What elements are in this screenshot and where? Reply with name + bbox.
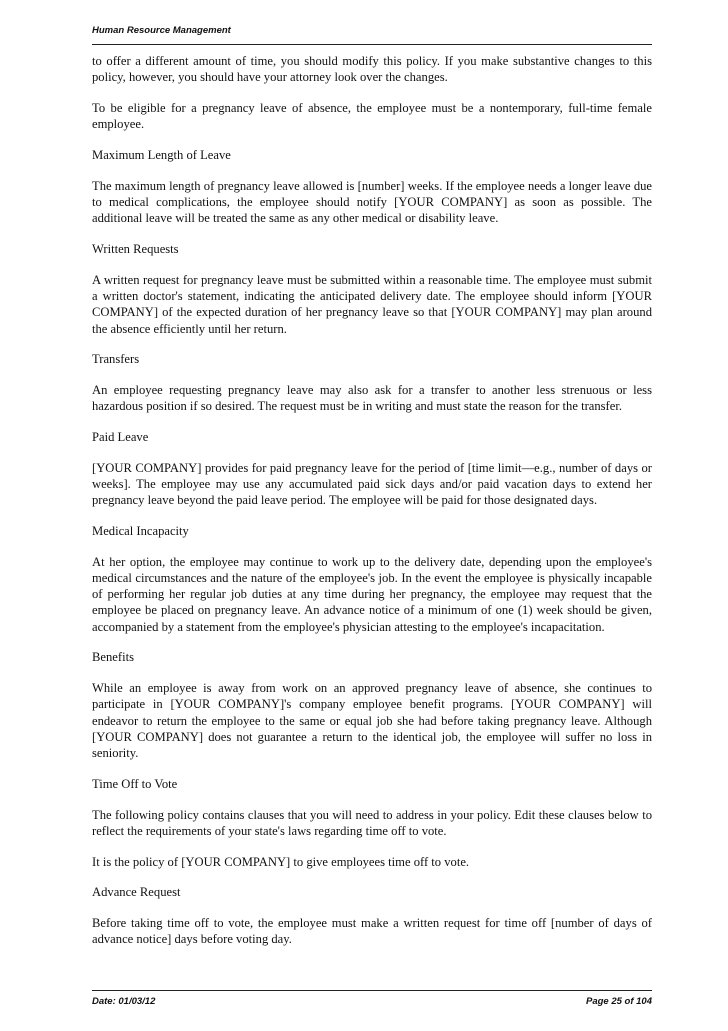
paragraph: Before taking time off to vote, the employee must make a written request for time off [number of days of advance notice] days before voting day. — [92, 916, 652, 947]
paragraph: The following policy contains clauses that you will need to address in your policy. Edit these clauses below to reflect the requirements of your state's laws regarding time off to vote. — [92, 807, 652, 838]
paragraph: to offer a different amount of time, you should modify this policy. If you make substantive changes to this policy, however, you should have your attorney look over the changes. — [92, 54, 652, 85]
paragraph: A written request for pregnancy leave must be submitted within a reasonable time. The employee must submit a written doctor's statement, indicating the anticipated delivery date. The employee should inform [YOUR COMPANY] of the expected duration of her pregnancy leave so that [YOUR COMPANY] may plan around the absence efficiently until her return. — [92, 272, 652, 336]
section-heading: Transfers — [92, 352, 140, 367]
section-heading: Medical Incapacity — [92, 523, 189, 538]
section-heading: Paid Leave — [92, 429, 149, 444]
section-heading: Advance Request — [92, 885, 181, 900]
footer-page-number: Page 25 of 104 — [585, 996, 652, 1007]
paragraph: [YOUR COMPANY] provides for paid pregnancy leave for the period of [time limit—e.g., number of days or weeks]. The employee may use any accumulated paid sick days and/or paid vacation days to extend her pregnancy leave beyond the paid leave period. The employee will be paid for those designated days. — [92, 460, 652, 508]
paragraph: To be eligible for a pregnancy leave of absence, the employee must be a nontemporary, full-time female employee. — [92, 100, 652, 132]
page-header — [92, 22, 652, 45]
paragraph: It is the policy of [YOUR COMPANY] to give employees time off to vote. — [92, 854, 470, 869]
section-heading: Maximum Length of Leave — [92, 147, 231, 162]
document-body — [92, 53, 652, 962]
footer-date: Date: 01/03/12 — [92, 996, 156, 1007]
page-footer — [92, 990, 652, 1011]
header-title: Human Resource Management — [92, 25, 231, 36]
paragraph: While an employee is away from work on an approved pregnancy leave of absence, she continues to participate in [YOUR COMPANY]'s company employee benefit programs. [YOUR COMPANY] will endeavor to return the employee to the same or equal job she had before taking pregnancy leave. Although [YOUR COMPANY] does not guarantee a return to the identical job, the employee will suffer no loss in seniority. — [92, 681, 652, 761]
section-heading: Benefits — [92, 650, 134, 665]
paragraph: An employee requesting pregnancy leave may also ask for a transfer to another less strenuous or less hazardous position if so desired. The request must be in writing and must state the reason for the transfer. — [92, 382, 652, 414]
section-heading: Time Off to Vote — [92, 776, 178, 791]
paragraph: The maximum length of pregnancy leave allowed is [number] weeks. If the employee needs a longer leave due to medical complications, the employee should notify [YOUR COMPANY] as soon as possible. The additional leave will be treated the same as any other medical or disability leave. — [92, 178, 652, 226]
paragraph: At her option, the employee may continue to work up to the delivery date, depending upon the employee's medical circumstances and the nature of the employee's job. In the event the employee is physically incapable of performing her regular job duties at any time during her pregnancy, the employee may request that the employee be placed on pregnancy leave. An advance notice of a minimum of one (1) week should be given, accompanied by a statement from the employee's physician attesting to the employee's incapacitation. — [92, 554, 652, 634]
section-heading: Written Requests — [92, 241, 179, 256]
